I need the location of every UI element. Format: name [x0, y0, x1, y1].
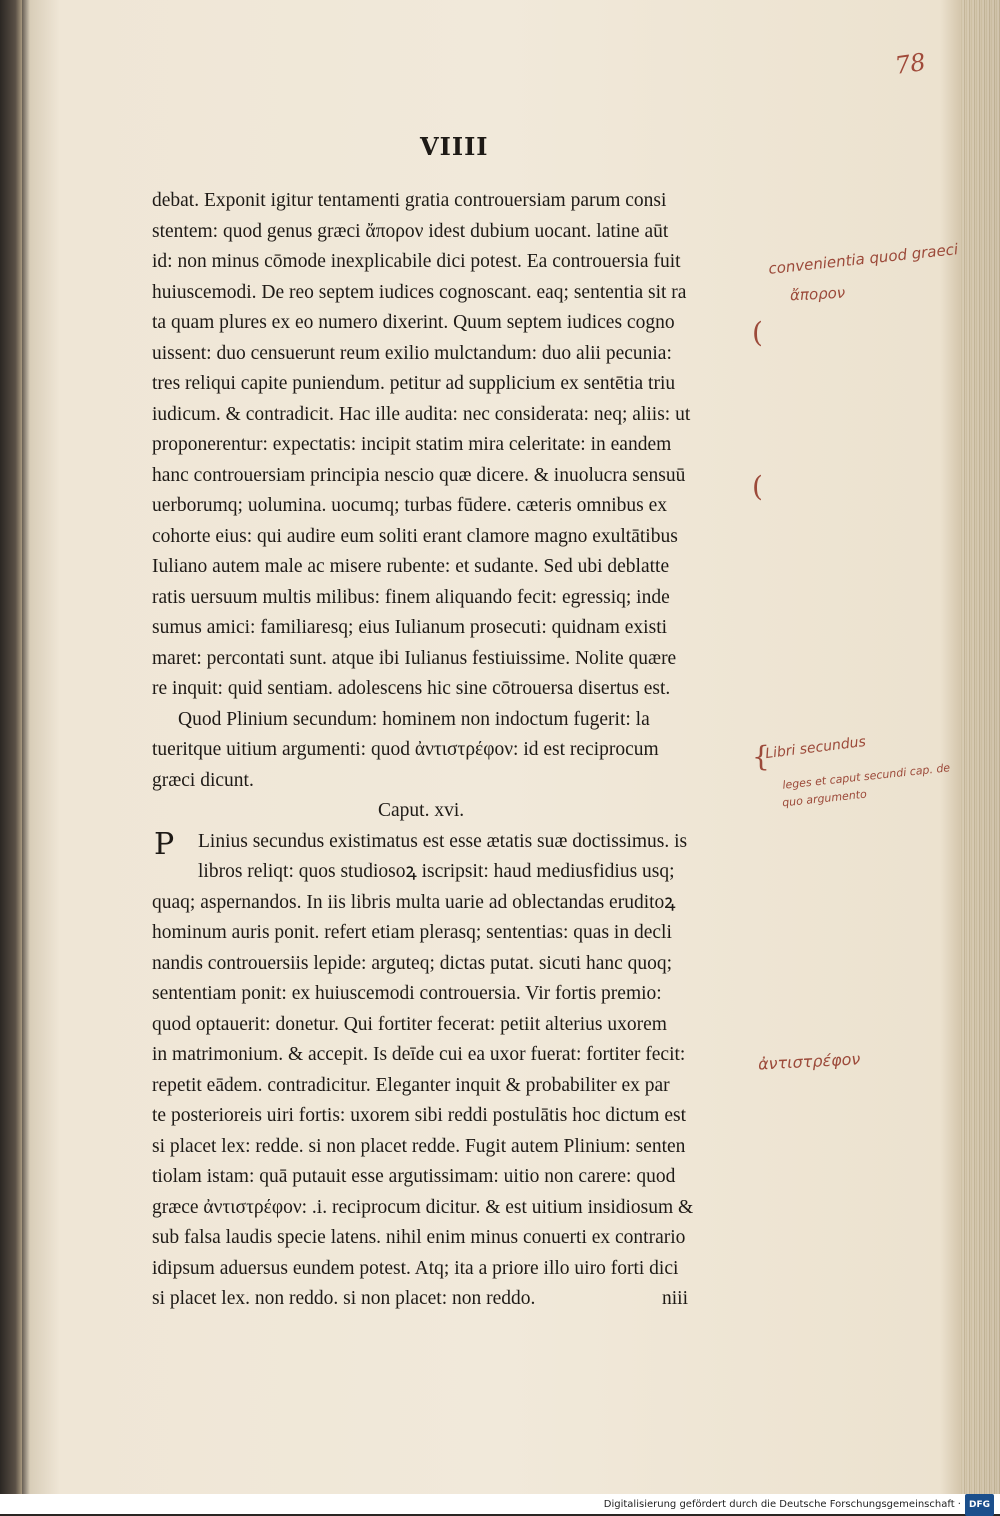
text-line: sub falsa laudis specie latens. nihil enim minus conuerti ex contrario [152, 1227, 686, 1248]
text-line: sententiam ponit: ex huiuscemodi controuersia. Vir fortis premio: [152, 983, 662, 1004]
text-line: cohorte eius: qui audire eum soliti erant clamore magno exultātibus [152, 525, 678, 547]
text-line: tiolam istam: quā putauit esse argutissimam: uitio non carere: quod [152, 1166, 676, 1187]
text-line: hominum auris ponit. refert etiam plerasq; sententias: quas in decli [152, 922, 672, 943]
text-line [152, 1284, 758, 1315]
text-line: Quod Plinium secundum: hominem non indoctum fugerit: la [178, 708, 650, 730]
paragraph-2 [152, 705, 758, 797]
footer-text: Digitalisierung gefördert durch die Deutsche Forschungsgemeinschaft · [603, 1499, 961, 1510]
drop-initial: P [154, 826, 175, 862]
text-line: ta quam plures ex eo numero dixerint. Quum septem iudices cogno [152, 312, 675, 333]
margin-bracket-icon: ( [752, 316, 763, 349]
chapter-text [152, 827, 758, 1315]
text-line: hanc controuersiam principia nescio quæ dicere. & inuolucra sensuū [152, 464, 686, 486]
catchword: niii [662, 1288, 689, 1309]
marginal-note: ἄπορον [789, 283, 846, 305]
marginal-note: convenientia quod graeci [767, 240, 959, 278]
text-line: græce ἀντιστρέφον: .i. reciprocum dicitur. & est uitium insidiosum & [152, 1196, 694, 1218]
folio-number: 78 [893, 48, 928, 80]
text-line: uissent: duo censuerunt reum exilio mulctandum: duo alii pecunia: [152, 342, 672, 364]
text-line: debat. Exponit igitur tentamenti gratia controuersiam parum consi [152, 190, 667, 211]
text-line: quod optauerit: donetur. Qui fortiter fecerat: petiit alterius uxorem [152, 1013, 667, 1035]
text-line: te posterioreis uiri fortis: uxorem sibi reddi postulātis hoc dictum est [152, 1105, 686, 1126]
final-line-text: si placet lex. non reddo. si non placet: non reddo. [152, 1288, 536, 1309]
marginal-note: leges et caput secundi cap. de [781, 761, 951, 792]
text-line: Linius secundus existimatus est esse ætatis suæ doctissimus. is [198, 830, 688, 852]
text-line: proponerentur: expectatis: incipit statim mira celeritate: in eandem [152, 434, 672, 455]
marginal-note: Libri secundus [764, 733, 867, 763]
book-binding [0, 0, 22, 1494]
text-line: uerborumq; uolumina. uocumq; turbas fūdere. cæteris omnibus ex [152, 495, 668, 516]
marginal-note: ἀντιστρέφον [757, 1049, 861, 1074]
chapter-heading: Caput. xvi. [378, 800, 465, 821]
text-line: nandis controuersiis lepide: arguteq; dictas putat. sicuti hanc quoq; [152, 952, 673, 974]
text-line: tres reliqui capite puniendum. petitur ad supplicium ex sentētia triu [152, 373, 676, 394]
text-line: græci dicunt. [152, 769, 254, 791]
text-line: repetit eādem. contradicitur. Eleganter inquit & probabiliter ex par [152, 1074, 670, 1096]
dfg-logo-icon: DFG [965, 1494, 994, 1516]
text-line: idipsum aduersus eundem potest. Atq; ita a priore illo uiro forti dici [152, 1257, 679, 1279]
text-line: ratis uersuum multis milibus: finem aliquando fecit: egressiq; inde [152, 586, 670, 608]
text-line: sumus amici: familiaresq; eius Iulianum prosecuti: quidnam existi [152, 617, 668, 638]
paragraph-1 [152, 186, 758, 705]
text-line: si placet lex: redde. si non placet redde. Fugit autem Plinium: senten [152, 1135, 686, 1157]
text-line: iudicum. & contradicit. Hac ille audita: nec considerata: neq; aliis: ut [152, 403, 691, 425]
text-line: quaq; aspernandos. In iis libris multa uarie ad oblectandas eruditoꝝ [152, 891, 676, 913]
text-line: id: non minus cōmode inexplicabile dici potest. Ea controuersia fuit [152, 251, 681, 272]
text-line: re inquit: quid sentiam. adolescens hic sine cōtrouersa disertus est. [152, 678, 671, 699]
signature-mark: VIIII [420, 132, 489, 161]
text-line: Iuliano autem male ac misere rubente: et sudante. Sed ubi deblatte [152, 556, 670, 577]
main-text-block [152, 186, 758, 1315]
marginal-note: quo argumento [781, 787, 868, 810]
text-line: maret: percontati sunt. atque ibi Iulianus festiuissime. Nolite quære [152, 647, 677, 669]
page-edges [960, 0, 1000, 1494]
text-line: libros reliqt: quos studiosoꝝ iscripsit: haud mediusfidius usq; [198, 861, 675, 882]
text-line: tueritque uitium argumenti: quod ἀντιστρέφον: id est reciprocum [152, 739, 659, 760]
digitization-footer [0, 1494, 1000, 1514]
margin-bracket-icon: ( [752, 470, 763, 503]
text-line: huiuscemodi. De reo septem iudices cognoscant. eaq; sententia sit ra [152, 281, 687, 303]
margin-bracket-icon: { [752, 740, 770, 773]
text-line: in matrimonium. & accepit. Is deīde cui ea uxor fuerat: fortiter fecit: [152, 1044, 686, 1065]
text-line: stentem: quod genus græci ἄπορον idest dubium uocant. latine aūt [152, 220, 669, 242]
